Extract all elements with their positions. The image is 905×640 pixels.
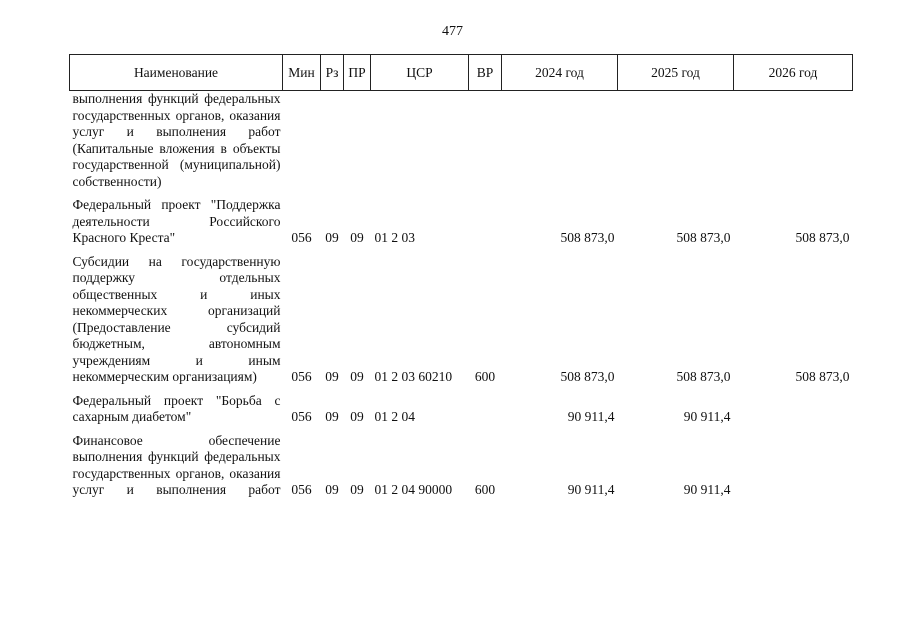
- row-min: [283, 91, 321, 198]
- row-min: 056: [291, 482, 312, 497]
- header-2024: 2024 год: [502, 55, 618, 91]
- row-pr: 09: [350, 230, 364, 245]
- table-row: [70, 91, 853, 198]
- row-2025: 90 911,4: [683, 482, 731, 497]
- row-vr: [469, 91, 502, 198]
- table-row: [70, 254, 853, 393]
- row-pr: 09: [350, 369, 364, 384]
- row-pr: [344, 91, 371, 198]
- row-name: выполнения функций федеральных государственных органов, оказания услуг и выполнения работ (Капитальные вложения в объекты государственной (муниципальной) собственности): [72, 91, 281, 189]
- row-2026: 508 873,0: [795, 230, 850, 245]
- row-rz: [321, 91, 344, 198]
- header-csr: ЦСР: [371, 55, 469, 91]
- row-2026: [734, 91, 853, 198]
- header-name: Наименование: [70, 55, 283, 91]
- row-2025: [618, 91, 734, 198]
- row-csr: 01 2 03: [374, 230, 415, 245]
- row-vr: [469, 393, 502, 433]
- row-name: Субсидии на государственную поддержку отдельных общественных и иных некоммерческих организаций (Предоставление субсидий бюджетным, автономным учреждениям и иным некоммерческим организациям): [72, 253, 281, 384]
- page-number: 477: [442, 24, 463, 39]
- row-2026: [734, 433, 853, 499]
- row-csr: 01 2 03 60210: [374, 369, 453, 384]
- header-2026: 2026 год: [734, 55, 853, 91]
- row-rz: 09: [325, 230, 339, 245]
- row-2024: 90 911,4: [567, 409, 615, 424]
- row-pr: 09: [350, 409, 364, 424]
- table-row: [70, 433, 853, 499]
- budget-table: [69, 54, 853, 499]
- row-vr: 600: [474, 369, 496, 384]
- row-vr: 600: [474, 482, 496, 497]
- row-pr: 09: [350, 482, 364, 497]
- table-row: [70, 197, 853, 254]
- row-csr: 01 2 04 90000: [374, 482, 453, 497]
- row-vr: [469, 197, 502, 254]
- row-name: Федеральный проект "Поддержка деятельности Российского Красного Креста": [72, 197, 281, 245]
- row-2026: 508 873,0: [795, 369, 850, 384]
- row-2025: 508 873,0: [676, 369, 731, 384]
- table-row: [70, 393, 853, 433]
- row-2024: 90 911,4: [567, 482, 615, 497]
- table-header: [70, 55, 853, 91]
- row-csr: [371, 91, 469, 198]
- row-2024: [502, 91, 618, 198]
- row-rz: 09: [325, 482, 339, 497]
- header-min: Мин: [283, 55, 321, 91]
- header-pr: ПР: [344, 55, 371, 91]
- header-2025: 2025 год: [618, 55, 734, 91]
- row-min: 056: [291, 230, 312, 245]
- header-vr: ВР: [469, 55, 502, 91]
- row-2024: 508 873,0: [560, 230, 615, 245]
- row-name: Федеральный проект "Борьба с сахарным диабетом": [72, 392, 281, 424]
- row-min: 056: [291, 369, 312, 384]
- row-2024: 508 873,0: [560, 369, 615, 384]
- row-rz: 09: [325, 369, 339, 384]
- row-2026: [734, 393, 853, 433]
- row-min: 056: [291, 409, 312, 424]
- row-rz: 09: [325, 409, 339, 424]
- row-name: Финансовое обеспечение выполнения функций федеральных государственных органов, оказания услуг и выполнения работ: [72, 432, 281, 497]
- header-rz: Рз: [321, 55, 344, 91]
- row-csr: 01 2 04: [374, 409, 415, 424]
- row-2025: 508 873,0: [676, 230, 731, 245]
- row-2025: 90 911,4: [683, 409, 731, 424]
